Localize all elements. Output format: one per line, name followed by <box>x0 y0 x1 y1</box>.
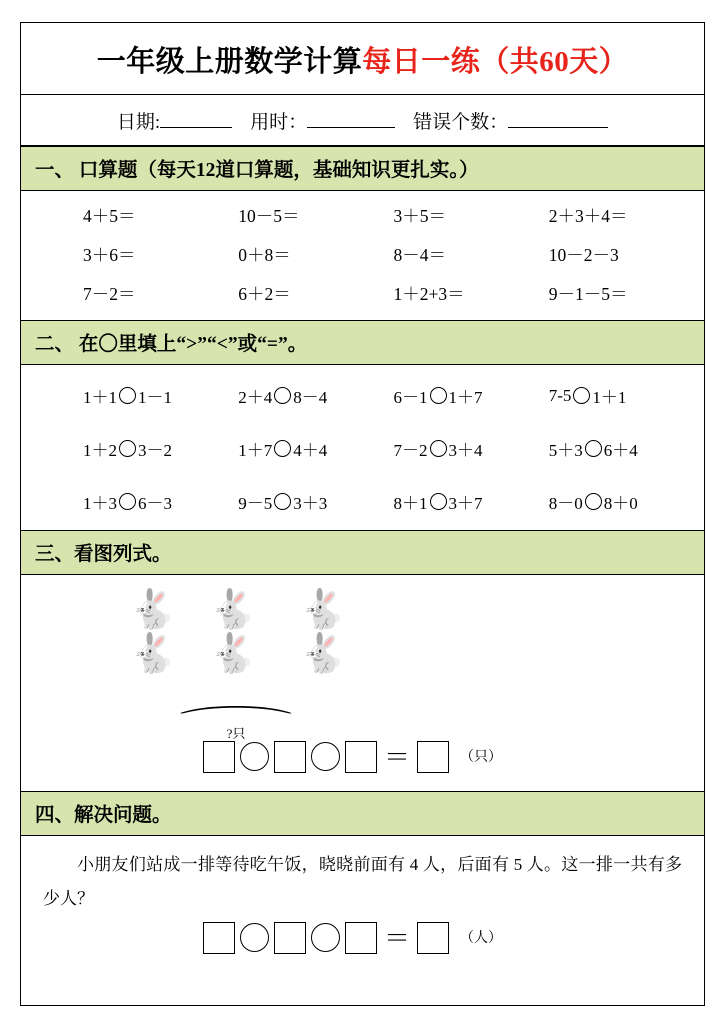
comparison-left: 7-5 <box>548 385 572 405</box>
rabbit-icon: 🐇 <box>299 589 347 631</box>
section-4-heading: 四、解决问题。 <box>21 791 704 836</box>
oral-problem[interactable]: 10－5＝ <box>238 206 300 226</box>
comparison-left: 6－1 <box>393 388 428 407</box>
comparison-right: 3－2 <box>138 441 172 460</box>
oral-problem[interactable]: 8－4＝ <box>393 245 446 265</box>
operator-circle[interactable] <box>311 742 340 771</box>
answer-box[interactable] <box>345 922 377 954</box>
rabbit-icon <box>129 587 177 633</box>
comparison-item[interactable] <box>238 489 393 514</box>
comparison-circle[interactable] <box>573 387 590 404</box>
section-4-body <box>21 836 704 978</box>
comparison-right: 1＋1 <box>592 388 627 407</box>
section-2-comparison-grid <box>21 365 704 530</box>
curly-brace-icon: ︵ <box>176 689 296 718</box>
comparison-right: 4＋4 <box>293 441 328 460</box>
comparison-item[interactable] <box>83 383 238 408</box>
comparison-left: 5＋3 <box>548 441 583 460</box>
answer-unit: （人） <box>460 931 502 946</box>
comparison-circle[interactable] <box>430 387 447 404</box>
section-1-heading: 一、 口算题（每天12道口算题，基础知识更扎实。） <box>21 146 704 191</box>
section-3-body <box>21 575 704 791</box>
comparison-left: 2＋4 <box>238 388 273 407</box>
word-problem-text: 小朋友们站成一排等待吃午饭，晓晓前面有 4 人，后面有 5 人。这一排一共有多少人？ <box>43 855 682 908</box>
comparison-right: 1＋7 <box>448 388 483 407</box>
comparison-item[interactable] <box>549 489 704 514</box>
errors-input-blank[interactable] <box>508 127 608 128</box>
info-row <box>21 95 704 146</box>
comparison-circle[interactable] <box>119 440 136 457</box>
oral-problem[interactable]: 3＋5＝ <box>393 206 446 226</box>
comparison-circle[interactable] <box>585 493 602 510</box>
oral-problem[interactable]: 6＋2＝ <box>238 284 291 304</box>
comparison-right: 1－1 <box>138 388 172 407</box>
comparison-item[interactable] <box>394 436 549 461</box>
time-field-group <box>250 107 395 134</box>
oral-problem[interactable]: 2＋3＋4＝ <box>548 206 628 226</box>
section-4-answer-row <box>23 916 682 964</box>
oral-problem[interactable]: 4＋5＝ <box>83 206 136 226</box>
time-input-blank[interactable] <box>307 127 395 128</box>
rabbit-icon: 🐇 <box>129 589 177 631</box>
oral-problem[interactable]: 3＋6＝ <box>83 245 136 265</box>
oral-problem[interactable]: 9－1－5＝ <box>548 284 628 304</box>
comparison-left: 1＋1 <box>83 388 117 407</box>
comparison-left: 1＋3 <box>83 494 117 513</box>
comparison-circle[interactable] <box>430 440 447 457</box>
operator-circle[interactable] <box>240 923 269 952</box>
comparison-item[interactable] <box>238 436 393 461</box>
rabbit-icon: 🐇 <box>209 589 257 631</box>
title-text-plain: 一年级上册数学计算 <box>96 46 363 78</box>
worksheet-border <box>20 22 705 1006</box>
brace-group <box>121 689 351 741</box>
errors-label: 错误个数： <box>413 112 509 133</box>
comparison-right: 8＋0 <box>603 494 638 513</box>
date-input-blank[interactable] <box>160 127 232 128</box>
answer-box[interactable] <box>345 741 377 773</box>
equals-sign: ＝ <box>383 743 410 772</box>
comparison-right: 3＋7 <box>448 494 483 513</box>
comparison-right: 8－4 <box>293 388 328 407</box>
date-label: 日期: <box>116 112 161 133</box>
answer-box[interactable] <box>274 922 306 954</box>
section-1-problem-grid <box>21 191 704 320</box>
bottom-spacer <box>21 978 704 1005</box>
comparison-left: 8＋1 <box>393 494 428 513</box>
time-label: 用时： <box>250 112 308 133</box>
rabbit-icon: 🐇 <box>299 633 347 675</box>
comparison-circle[interactable] <box>119 387 136 404</box>
oral-problem[interactable]: 7－2＝ <box>83 284 136 304</box>
comparison-item[interactable] <box>549 436 704 461</box>
comparison-left: 1＋7 <box>238 441 273 460</box>
comparison-right: 6＋4 <box>603 441 638 460</box>
section-3-heading: 三、看图列式。 <box>21 530 704 575</box>
comparison-left: 7－2 <box>393 441 428 460</box>
oral-problem[interactable]: 10－2－3 <box>548 245 619 265</box>
answer-box[interactable] <box>203 741 235 773</box>
rabbit-icon: 🐇 <box>129 633 177 675</box>
comparison-right: 3＋3 <box>293 494 328 513</box>
comparison-item[interactable] <box>394 383 549 408</box>
oral-problem[interactable]: 1＋2+3＝ <box>393 284 465 304</box>
comparison-left: 9－5 <box>238 494 273 513</box>
comparison-item[interactable] <box>83 436 238 461</box>
comparison-left: 8－0 <box>548 494 583 513</box>
comparison-item[interactable] <box>83 489 238 514</box>
section-3-answer-row <box>1 735 704 783</box>
title-text-highlight: 每日一练（共60天） <box>362 46 629 78</box>
operator-circle[interactable] <box>240 742 269 771</box>
title-row <box>21 23 704 95</box>
comparison-right: 6－3 <box>138 494 172 513</box>
page-title <box>21 39 704 80</box>
comparison-item[interactable] <box>549 383 704 408</box>
comparison-circle[interactable] <box>430 493 447 510</box>
section-2-heading: 二、 在〇里填上“>”“<”或“=”。 <box>21 320 704 365</box>
brace-label: ?只 <box>226 726 246 741</box>
rabbit-picture-group <box>121 587 371 695</box>
comparison-left: 1＋2 <box>83 441 117 460</box>
oral-problem[interactable]: 0＋8＝ <box>238 245 291 265</box>
errors-field-group <box>413 107 608 134</box>
answer-box[interactable] <box>417 741 449 773</box>
equals-sign: ＝ <box>383 924 410 953</box>
answer-box[interactable] <box>274 741 306 773</box>
answer-box[interactable] <box>417 922 449 954</box>
date-field-group <box>117 107 232 134</box>
comparison-right: 3＋4 <box>448 441 483 460</box>
answer-unit: （只） <box>460 750 502 765</box>
answer-box[interactable] <box>203 922 235 954</box>
operator-circle[interactable] <box>311 923 340 952</box>
rabbit-icon: 🐇 <box>209 633 257 675</box>
comparison-circle[interactable] <box>119 493 136 510</box>
comparison-item[interactable] <box>394 489 549 514</box>
comparison-circle[interactable] <box>585 440 602 457</box>
comparison-circle[interactable] <box>274 440 291 457</box>
comparison-circle[interactable] <box>274 493 291 510</box>
comparison-item[interactable] <box>238 383 393 408</box>
comparison-circle[interactable] <box>274 387 291 404</box>
